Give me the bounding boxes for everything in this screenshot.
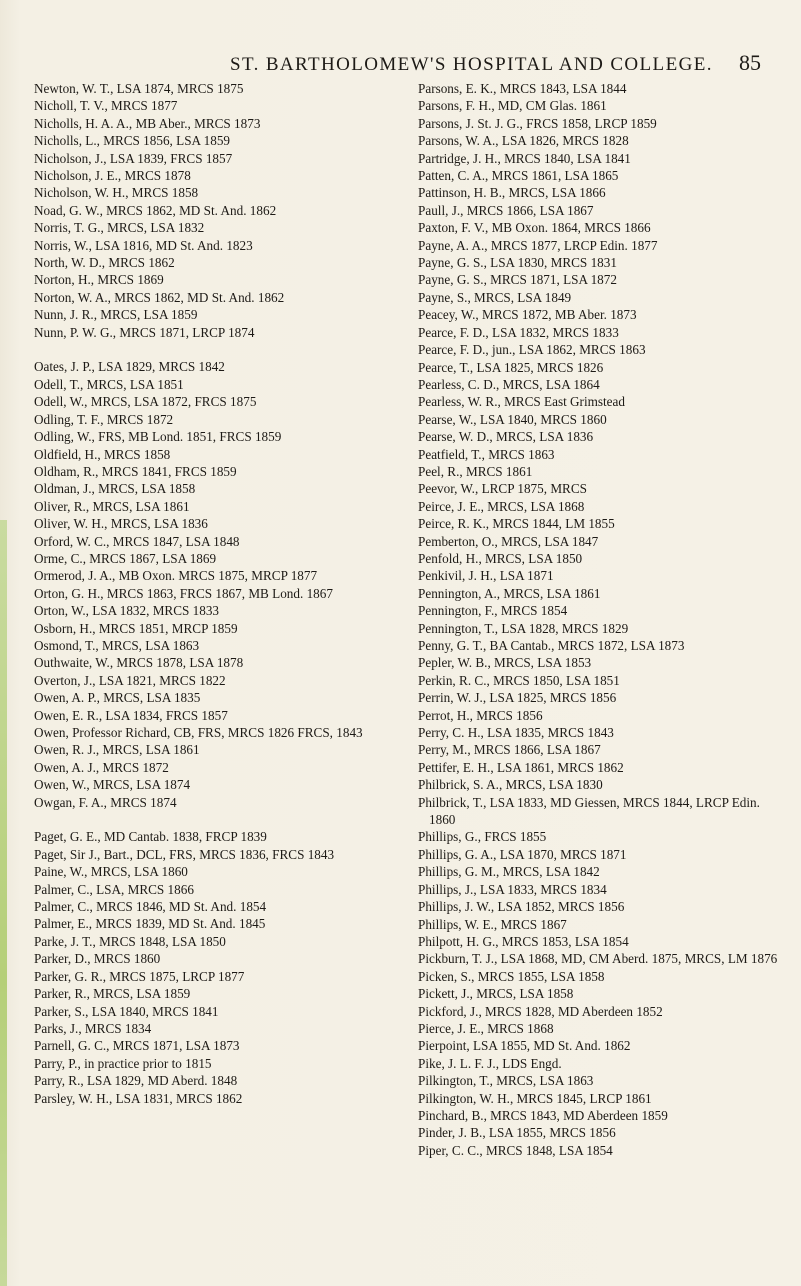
register-entry: Pennington, A., MRCS, LSA 1861 [418,585,601,601]
register-entry: Perkin, R. C., MRCS 1850, LSA 1851 [418,672,620,688]
register-entry: Norton, W. A., MRCS 1862, MD St. And. 1862 [34,289,285,305]
register-entry: Pilkington, W. H., MRCS 1845, LRCP 1861 [418,1090,652,1106]
register-entry: Owen, W., MRCS, LSA 1874 [34,777,191,793]
register-entry: Outhwaite, W., MRCS 1878, LSA 1878 [34,655,244,671]
register-entry: Penfold, H., MRCS, LSA 1850 [418,550,583,566]
register-entry: North, W. D., MRCS 1862 [34,255,175,271]
register-entry: Orton, W., LSA 1832, MRCS 1833 [34,603,220,619]
register-entry: Oliver, W. H., MRCS, LSA 1836 [34,516,208,532]
register-entry: Pettifer, E. H., LSA 1861, MRCS 1862 [418,759,624,775]
register-entry: Philbrick, S. A., MRCS, LSA 1830 [418,777,603,793]
register-entry: Perry, M., MRCS 1866, LSA 1867 [418,742,601,758]
register-entry: Norris, W., LSA 1816, MD St. And. 1823 [34,237,253,253]
register-entry: Palmer, E., MRCS 1839, MD St. And. 1845 [34,916,266,932]
register-entry: Parsley, W. H., LSA 1831, MRCS 1862 [34,1090,243,1106]
register-entry: Norton, H., MRCS 1869 [34,272,164,288]
register-entry: Paine, W., MRCS, LSA 1860 [34,864,188,880]
register-entry: Owen, R. J., MRCS, LSA 1861 [34,742,200,758]
register-entry: Perry, C. H., LSA 1835, MRCS 1843 [418,725,614,741]
register-entry: Pike, J. L. F. J., LDS Engd. [418,1055,562,1071]
register-entry: Noad, G. W., MRCS 1862, MD St. And. 1862 [34,202,277,218]
register-entry: Penny, G. T., BA Cantab., MRCS 1872, LSA 1873 [418,638,685,653]
register-entry: Palmer, C., MRCS 1846, MD St. And. 1854 [34,899,267,915]
register-entry: Owen, A. J., MRCS 1872 [34,759,169,775]
register-entry: Pearse, W., LSA 1840, MRCS 1860 [418,411,607,427]
register-entry: Nicholls, L., MRCS 1856, LSA 1859 [34,133,231,149]
register-entry: Partridge, J. H., MRCS 1840, LSA 1841 [418,150,631,166]
register-entry: Pemberton, O., MRCS, LSA 1847 [418,533,599,549]
register-entry: Parks, J., MRCS 1834 [34,1020,152,1036]
register-entry: Pickford, J., MRCS 1828, MD Aberdeen 1852 [418,1003,663,1019]
register-entry: Piper, C. C., MRCS 1848, LSA 1854 [418,1142,613,1158]
register-entry: Pearse, W. D., MRCS, LSA 1836 [418,429,594,445]
right-column [418,80,786,1159]
register-entry: Perrot, H., MRCS 1856 [418,707,543,723]
register-entry: Peirce, R. K., MRCS 1844, LM 1855 [418,516,615,532]
register-entry: Osborn, H., MRCS 1851, MRCP 1859 [34,620,238,636]
register-entry: Parsons, F. H., MD, CM Glas. 1861 [418,98,607,114]
register-entry: Nicholl, T. V., MRCS 1877 [34,98,178,114]
register-entry: Peacey, W., MRCS 1872, MB Aber. 1873 [418,307,637,323]
register-entry: Philbrick, T., LSA 1833, MD Giessen, MRCS 1844, LRCP Edin. 1860 [418,794,760,828]
register-entry: Paget, G. E., MD Cantab. 1838, FRCP 1839 [34,829,267,845]
group-spacer [34,811,396,828]
register-entry: Phillips, G., FRCS 1855 [418,829,547,845]
register-entry: Parke, J. T., MRCS 1848, LSA 1850 [34,933,226,949]
register-entry: Phillips, G. A., LSA 1870, MRCS 1871 [418,846,627,862]
register-entry: Perrin, W. J., LSA 1825, MRCS 1856 [418,690,617,706]
register-entry: Odell, T., MRCS, LSA 1851 [34,376,184,392]
register-entry: Oates, J. P., LSA 1829, MRCS 1842 [34,359,225,375]
register-entry: Paxton, F. V., MB Oxon. 1864, MRCS 1866 [418,220,651,236]
group-spacer [34,341,396,358]
register-entry: Overton, J., LSA 1821, MRCS 1822 [34,672,226,688]
register-entry: Palmer, C., LSA, MRCS 1866 [34,881,194,897]
register-entry: Payne, A. A., MRCS 1877, LRCP Edin. 1877 [418,237,658,253]
register-entry: Parsons, J. St. J. G., FRCS 1858, LRCP 1859 [418,115,657,131]
register-entry: Pearce, F. D., LSA 1832, MRCS 1833 [418,324,619,340]
register-entry: Osmond, T., MRCS, LSA 1863 [34,637,200,653]
register-entry: Parsons, E. K., MRCS 1843, LSA 1844 [418,81,627,96]
register-entry: Pennington, F., MRCS 1854 [418,603,568,619]
register-entry: Phillips, J. W., LSA 1852, MRCS 1856 [418,899,625,915]
page-edge-shadow [0,520,7,1286]
register-entry: Peirce, J. E., MRCS, LSA 1868 [418,498,585,514]
register-entry: Owgan, F. A., MRCS 1874 [34,794,177,810]
register-entry: Phillips, G. M., MRCS, LSA 1842 [418,864,600,880]
register-entry: Parry, R., LSA 1829, MD Aberd. 1848 [34,1073,238,1089]
register-entry: Picken, S., MRCS 1855, LSA 1858 [418,968,605,984]
register-entry: Nunn, J. R., MRCS, LSA 1859 [34,307,198,323]
register-entry: Pierce, J. E., MRCS 1868 [418,1020,554,1036]
register-entry: Parker, R., MRCS, LSA 1859 [34,986,191,1002]
register-entry: Parry, P., in practice prior to 1815 [34,1055,212,1071]
register-entry: Parker, G. R., MRCS 1875, LRCP 1877 [34,968,245,984]
register-entry: Owen, Professor Richard, CB, FRS, MRCS 1826 FRCS, 1843 [34,725,363,741]
page-number: 85 [739,50,761,75]
register-entry: Paget, Sir J., Bart., DCL, FRS, MRCS 1836, FRCS 1843 [34,846,335,862]
register-entry: Nunn, P. W. G., MRCS 1871, LRCP 1874 [34,324,255,340]
register-entry: Phillips, W. E., MRCS 1867 [418,916,567,932]
register-entry: Oldfield, H., MRCS 1858 [34,446,171,462]
register-entry: Ormerod, J. A., MB Oxon. MRCS 1875, MRCP 1877 [34,568,318,584]
register-entry: Pepler, W. B., MRCS, LSA 1853 [418,655,592,671]
register-entry: Philpott, H. G., MRCS 1853, LSA 1854 [418,933,629,949]
register-entry: Newton, W. T., LSA 1874, MRCS 1875 [34,81,244,96]
register-entry: Pearless, C. D., MRCS, LSA 1864 [418,376,600,392]
register-entry: Pattinson, H. B., MRCS, LSA 1866 [418,185,606,201]
register-entry: Parker, S., LSA 1840, MRCS 1841 [34,1003,219,1019]
register-entry: Parsons, W. A., LSA 1826, MRCS 1828 [418,133,629,149]
register-entry: Peatfield, T., MRCS 1863 [418,446,555,462]
left-column [34,80,396,1107]
register-entry: Oliver, R., MRCS, LSA 1861 [34,498,190,514]
register-entry: Odell, W., MRCS, LSA 1872, FRCS 1875 [34,394,257,410]
register-entry: Parker, D., MRCS 1860 [34,951,161,967]
register-entry: Odling, T. F., MRCS 1872 [34,411,174,427]
register-entry: Payne, S., MRCS, LSA 1849 [418,289,572,305]
register-entry: Nicholls, H. A. A., MB Aber., MRCS 1873 [34,115,261,131]
register-entry: Oldman, J., MRCS, LSA 1858 [34,481,196,497]
register-entry: Parnell, G. C., MRCS 1871, LSA 1873 [34,1038,240,1054]
header-title: ST. BARTHOLOMEW'S HOSPITAL AND COLLEGE. [230,54,713,75]
register-entry: Pennington, T., LSA 1828, MRCS 1829 [418,620,629,636]
register-entry: Pickburn, T. J., LSA 1868, MD, CM Aberd. 1875, MRCS, LM 1876 [418,951,778,967]
register-entry: Pearce, T., LSA 1825, MRCS 1826 [418,359,604,375]
register-entry: Pickett, J., MRCS, LSA 1858 [418,986,574,1002]
register-entry: Penkivil, J. H., LSA 1871 [418,568,554,584]
register-entry: Peevor, W., LRCP 1875, MRCS [418,481,587,497]
register-entry: Patten, C. A., MRCS 1861, LSA 1865 [418,168,619,184]
register-entry: Odling, W., FRS, MB Lond. 1851, FRCS 1859 [34,429,282,445]
register-entry: Oldham, R., MRCS 1841, FRCS 1859 [34,463,237,479]
register-entry: Orton, G. H., MRCS 1863, FRCS 1867, MB Lond. 1867 [34,585,333,601]
register-entry: Pinchard, B., MRCS 1843, MD Aberdeen 1859 [418,1107,668,1123]
register-entry: Orme, C., MRCS 1867, LSA 1869 [34,550,217,566]
register-entry: Owen, E. R., LSA 1834, FRCS 1857 [34,707,228,723]
register-entry: Pinder, J. B., LSA 1855, MRCS 1856 [418,1125,616,1141]
register-entry: Nicholson, W. H., MRCS 1858 [34,185,199,201]
register-entry: Owen, A. P., MRCS, LSA 1835 [34,690,201,706]
register-entry: Pearce, F. D., jun., LSA 1862, MRCS 1863 [418,342,646,358]
register-entry: Pilkington, T., MRCS, LSA 1863 [418,1073,594,1089]
register-entry: Pearless, W. R., MRCS East Grimstead [418,394,625,410]
register-entry: Payne, G. S., LSA 1830, MRCS 1831 [418,255,617,271]
register-entry: Paull, J., MRCS 1866, LSA 1867 [418,202,594,218]
register-entry: Peel, R., MRCS 1861 [418,463,533,479]
register-entry: Orford, W. C., MRCS 1847, LSA 1848 [34,533,240,549]
register-entry: Nicholson, J., LSA 1839, FRCS 1857 [34,150,233,166]
register-entry: Pierpoint, LSA 1855, MD St. And. 1862 [418,1038,631,1054]
register-entry: Norris, T. G., MRCS, LSA 1832 [34,220,205,236]
register-entry: Phillips, J., LSA 1833, MRCS 1834 [418,881,607,897]
register-entry: Nicholson, J. E., MRCS 1878 [34,168,191,184]
register-entry: Payne, G. S., MRCS 1871, LSA 1872 [418,272,617,288]
